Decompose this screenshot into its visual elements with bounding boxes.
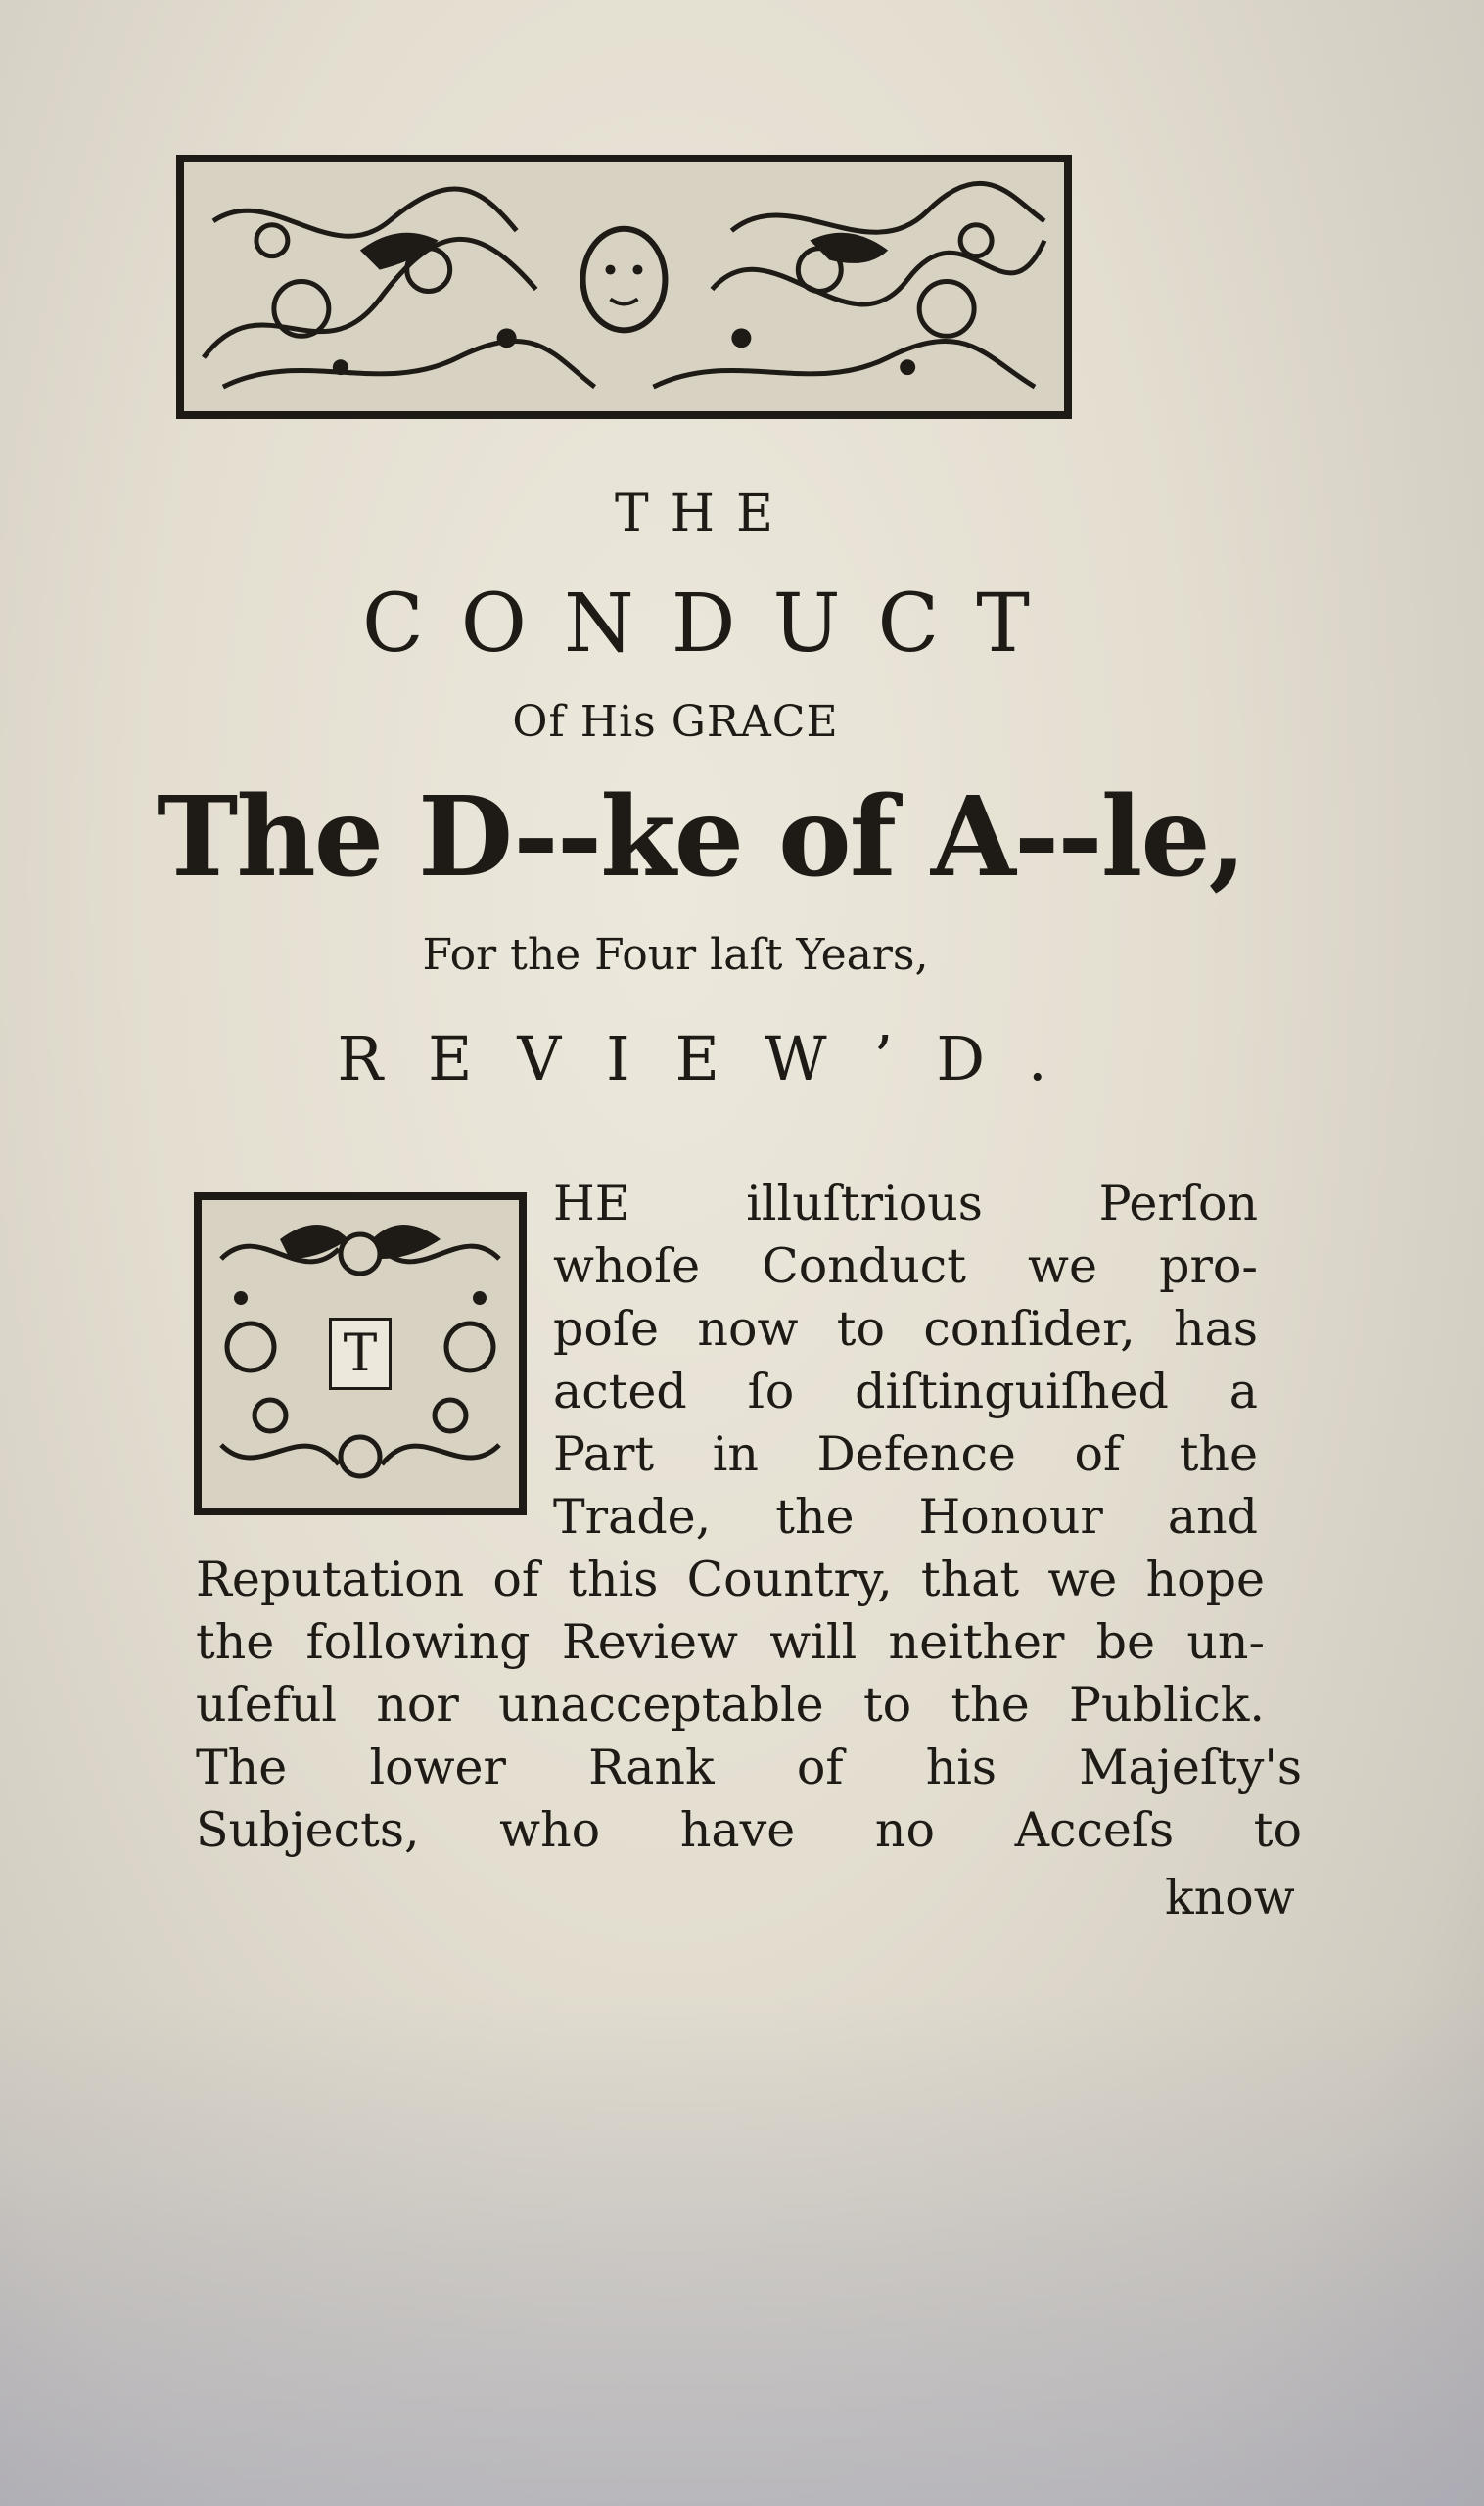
title-reviewed: REVIEWʼD. <box>337 1023 1092 1094</box>
body-line: Reputation of this Country, that we hope <box>196 1552 1265 1607</box>
ornamental-drop-cap <box>194 1192 527 1515</box>
title-of-his-grace: Of His GRACE <box>512 697 839 747</box>
body-line: poſe now to conſider, has <box>553 1301 1258 1357</box>
title-conduct: CONDUCT <box>361 578 1067 671</box>
body-line: Subjects, who have no Acceſs to <box>196 1802 1302 1858</box>
body-line: the following Review will neither be un- <box>196 1614 1265 1670</box>
ornamental-headpiece <box>176 155 1072 419</box>
catchword: know <box>1165 1870 1295 1926</box>
title-duke: The D--ke of A--le, <box>157 773 1245 902</box>
body-line: The lower Rank of his Majeſty's <box>196 1740 1302 1795</box>
title-four-years: For the Four laſt Years, <box>422 930 929 980</box>
drop-cap-letter: T <box>329 1318 392 1390</box>
body-line: acted ſo diſtinguiſhed a <box>553 1364 1258 1419</box>
title-the: THE <box>615 485 795 543</box>
body-line: Part in Defence of the <box>553 1426 1258 1482</box>
body-line: Trade, the Honour and <box>553 1489 1258 1545</box>
body-line: whoſe Conduct we pro- <box>553 1238 1258 1294</box>
body-line: HE illuſtrious Perſon <box>553 1176 1258 1231</box>
body-line: uſeful nor unacceptable to the Publick. <box>196 1677 1265 1733</box>
